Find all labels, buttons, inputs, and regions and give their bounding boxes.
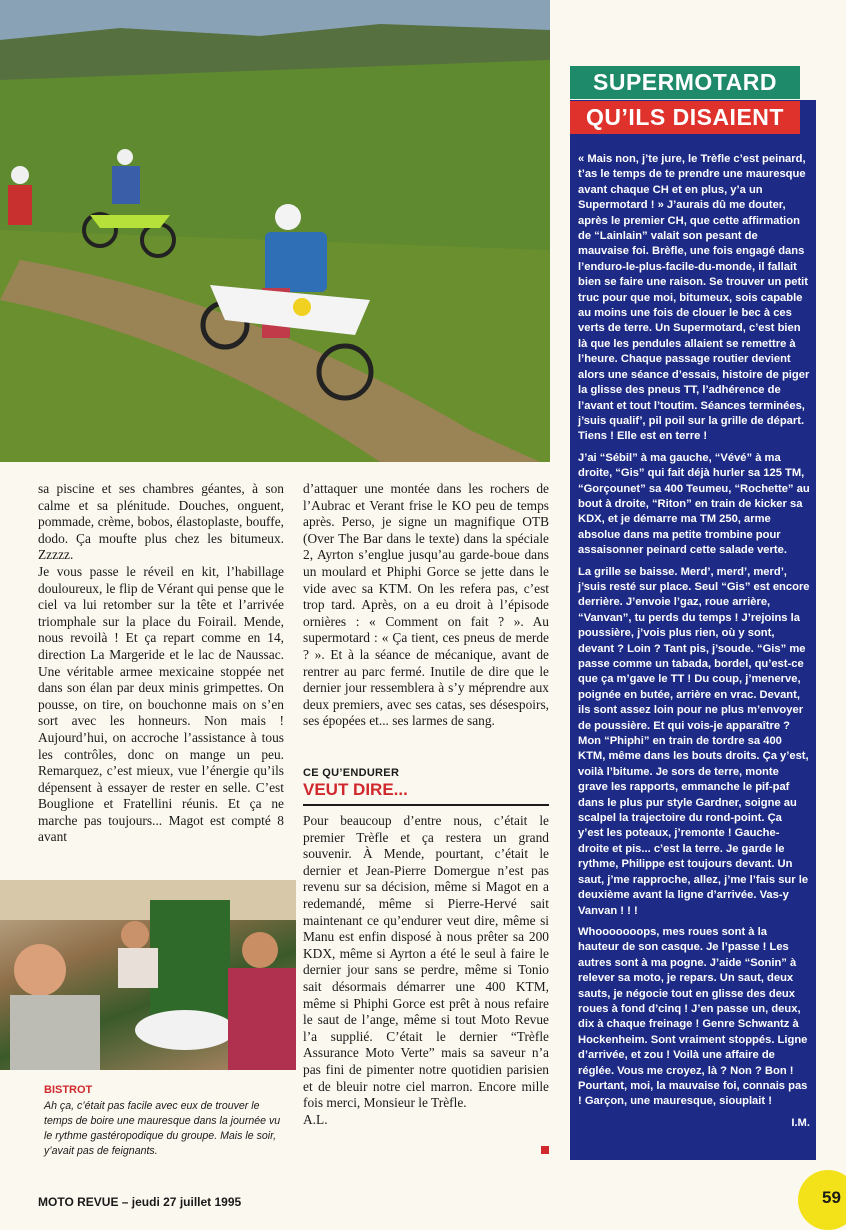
sidebar-subtitle: QU’ILS DISAIENT [570, 101, 800, 134]
section-kicker: CE QU’ENDURER [303, 767, 400, 779]
article-paragraph: Je vous passe le réveil en kit, l’habillage douloureux, le flip de Vérant qui pense que le ciel va lui retomber sur la tête et l’arrivée triomphale sur la place du Foirail. Mende, nous revoilà ! Et ça repart comme en 14, direction La Margeride et le lac de Naussac. Une véritable armee mexicaine stoppée net dans son élan par deux minis grimpettes. On pousse, on tire, on bouchonne mais on s’en sort avec les honneurs. Non mais ! Aujourd’hui, on accroche l’assistance à tous les contrôles, donc on mange un peu. Remarquez, c’est mieux, vue l’énergie qu’ils dépensent à essayer de rester en selle. C’est Bouglione et Fratellini réunis. Et ça ne marche pas toujours... Magot est compté 8 avant [38, 563, 284, 845]
photo-caption-title: BISTROT [44, 1084, 93, 1096]
sidebar-signature: I.M. [791, 1116, 810, 1129]
section-heading: VEUT DIRE... [303, 780, 408, 799]
sidebar-title: SUPERMOTARD [570, 66, 800, 99]
article-column-2-bottom [303, 813, 549, 1128]
article-paragraph: sa piscine et ses chambres géantes, à son calme et sa plénitude. Douches, onguent, pommade, crème, bobos, élastoplaste, bouffe, dodo. Ça moufte plus chez les bitumeux. Zzzzz. [38, 481, 284, 563]
sidebar-paragraph: J’ai “Sébil” à ma gauche, “Vévé” à ma droite, “Gis” qui fait déjà hurler sa 125 TM, “Gorçounet” sa 400 Teumeu, “Rochette” au bout à droite, “Riton” en train de kicker sa KDX, et je démarre ma TM 250, arme absolue dans ma petite trombine pour assaisonner peinard cette salade verte. [578, 451, 810, 557]
page-footer: MOTO REVUE – jeudi 27 juillet 1995 [38, 1195, 242, 1209]
page-number: 59 [822, 1188, 841, 1207]
sidebar-paragraph: La grille se baisse. Merd’, merd’, merd’, j’suis resté sur place. Seul “Gis” est encore derrière. J’envoie l’gaz, roue arrière, “Vanvan”, tu perds du temps ! J’rejoins la poussière, j’vois plus rien, où y sont, devant ? Loin ? Tant pis, j’soude. “Gis” me passe comme un tabada, bordel, qu’est-ce que ça m’gave le TT ! Du coup, j’menerve, poignée en butée, arrière en vrac. Devant, ils sont assez loin pour ne plus m’envoyer de poussière. Et qui vois-je apparaître ? Mon “Phiphi” en train de tordre sa 400 KTM, même dans les bouts droits. Ça y’est, voilà l’bitume. Je sors de terre, monte grave les rapports, emmanche le pif-paf dans le plus pur style Gardner, soigne au scalpel la trajectoire du rond-point. Ça y’est les poteaux, j’remonte ! Gauche-droite et pis... c’est la terre. Je garde le rythme, Philippe est toujours devant. Un saut, j’me rapproche, allez, j’me l’fais sur le deuxième avant la ligne d’arrivée. Vas-y Vanvan ! ! ! [578, 565, 810, 917]
motorcycle-riders-photo [0, 0, 550, 462]
article-paragraph: d’attaquer une montée dans les rochers de l’Aubrac et Verant frise le KO peu de temps après. Perso, je signe un magnifique OTB (Over The Bar dans le texte) dans la spéciale 2, Ayrton s’englue jusqu’au garde-boue dans un moulard et Phiphi Gorce se jette dans le vide avec sa KTM. On les refera pas, c’est trop tard. Après, on a eu droit à l’épisode ornières : « Comment on fait ? ». Au supermotard : « Ça tient, ces pneus de merde ? ». Et à la séance de mécanique, avant de rentrer au parc fermé. Inutile de dire que le dernier jour ressemblera à s’y méprendre aux deux premiers, avec ses catas, ses désespoirs, ses épopées et... ses larmes de sang. [303, 481, 549, 729]
bistro-photo [0, 880, 296, 1070]
sidebar-paragraph: « Mais non, j’te jure, le Trèfle c’est peinard, t’as le temps de te prendre une mauresque avant chaque CH et en plus, y’a un Supermotard ! » J’aurais dû me douter, après le premier CH, que cette affirmation de “Lainlain” valait son pesant de mauvaise foi. Brèfle, une fois engagé dans l’enduro-le-plus-facile-du-monde, il fallait bien se faire une raison. Se trouver un petit truc pour que moi, bitumeux, sois capable au moins une fois de clouer le bec à ces verts de terre. Un Supermotard, c’est bien là que les pendules allaient se remettre à l’heure. Chaque passage routier devient alors une séance d’essais, histoire de piger la glisse des pneus TT, l’adhérence de l’avant et tout l’toutim. Séances terminées, j’suis qualif’, pil poil sur la grille de départ. Tiens ! Elle est en terre ! [578, 153, 810, 443]
photo-caption: Ah ça, c’était pas facile avec eux de trouver le temps de boire une mauresque dans la journée vu le rythme gastéropodique du groupe. Mais le soir, y’avait pas de feignants. [44, 1100, 281, 1157]
sidebar-text [578, 152, 810, 1137]
sidebar-paragraph: Whooooooops, mes roues sont à la hauteur de son casque. Je l’passe ! Les autres sont à ma pogne. J’aide “Sonin” à relever sa moto, je repars. Un saut, deux sauts, je négocie tout en glisse des deux roues à fond d’cinq ! J’en passe un, deux, dix à chaque freinage ! Genre Schwantz à Hockenheim. Sont vraiment stoppés. Ligne d’arrivée, et zou ! Voilà une affaire de réglée. Vous me croyez, là ? Non ? Bon ! Pourtant, moi, la mauvaise foi, connais pas ! Garçon, une mauresque, siouplait ! [578, 925, 808, 1108]
article-signature: A.L. [303, 1111, 328, 1127]
end-mark-icon [541, 1146, 549, 1154]
page-number-badge [798, 1170, 846, 1230]
section-divider [303, 804, 549, 806]
article-column-1 [38, 481, 284, 846]
article-column-2 [303, 481, 549, 730]
article-paragraph: Pour beaucoup d’entre nous, c’était le premier Trèfle et ça restera un grand souvenir. À Mende, pourtant, c’était le dernier et Jean-Pierre Domergue n’est pas revenu sur sa décision, même si Magot en a redemandé, même si Pierre-Hervé sait maintenant ce qu’endurer veut dire, même si Manu est enfin disposé à nous prêter sa 200 KDX, même si Ayrton a été le seul à faire le dernier jour sans se perdre, même si Tonio sait désormais démarrer une 400 KTM, même si Phiphi Gorce est prêt à nous refaire le saut de l’ange, même si tout Moto Revue l’a supplié. C’était le dernier “Trèfle Assurance Moto Verte” mais sa saveur n’a pas fini de pimenter notre quotidien parisien et de bleuir notre ciel marron. Encore mille fois merci, Monsieur le Trèfle. [303, 813, 549, 1111]
